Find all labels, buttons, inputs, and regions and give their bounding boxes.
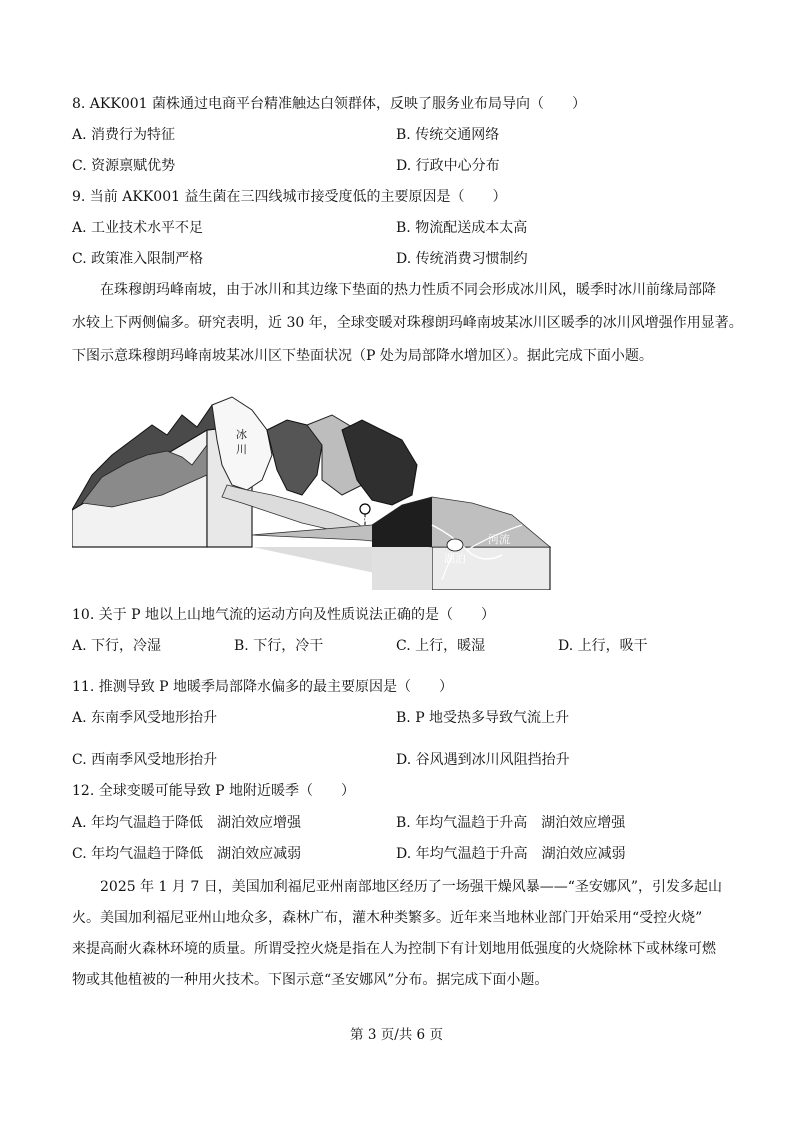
passage2-line-2: 火。美国加利福尼亚州山地众多，森林广布，灌木种类繁多。近年来当地林业部门开始采用“受控火烧” [72, 910, 703, 926]
q8-option-b: B. 传统交通网络 [396, 127, 500, 143]
page-number: 第 3 页/共 6 页 [350, 1027, 443, 1043]
q8-stem: 8. AKK001 菌株通过电商平台精准触达白领群体，反映了服务业布局导向（ ） [72, 96, 587, 112]
q12-stem: 12. 全球变暖可能导致 P 地附近暖季（ ） [72, 783, 356, 799]
glacier-block-diagram [72, 385, 552, 590]
q11-option-a: A. 东南季风受地形抬升 [72, 710, 218, 726]
q9-option-d: D. 传统消费习惯制约 [396, 251, 528, 267]
q8-option-a: A. 消费行为特征 [72, 127, 176, 143]
lake-label: 湖泊 [444, 552, 466, 565]
q9-option-a: A. 工业技术水平不足 [72, 220, 204, 236]
passage1-line-2: 水较上下两侧偏多。研究表明，近 30 年，全球变暖对珠穆朗玛峰南坡某冰川区暖季的冰川风增强作用显著。 [72, 315, 743, 331]
q10-option-a: A. 下行，冷湿 [72, 638, 162, 654]
passage1-line-1: 在珠穆朗玛峰南坡，由于冰川和其边缘下垫面的热力性质不同会形成冰川风，暖季时冰川前缘局部降 [100, 282, 716, 298]
q12-option-d: D. 年均气温趋于升高 湖泊效应减弱 [396, 846, 626, 862]
q10-option-b: B. 下行，冷干 [234, 638, 324, 654]
q12-option-c: C. 年均气温趋于降低 湖泊效应减弱 [72, 846, 302, 862]
q9-option-b: B. 物流配送成本太高 [396, 220, 528, 236]
q10-option-d: D. 上行，吸干 [558, 638, 648, 654]
q10-stem: 10. 关于 P 地以上山地气流的运动方向及性质说法正确的是（ ） [72, 607, 496, 623]
q12-option-b: B. 年均气温趋于升高 湖泊效应增强 [396, 815, 626, 831]
passage2-line-1: 2025 年 1 月 7 日，美国加利福尼亚州南部地区经历了一场强干燥风暴——“圣安娜风”，引发多起山 [100, 879, 723, 895]
point-p-label: P [360, 515, 367, 528]
q10-option-c: C. 上行，暖湿 [396, 638, 486, 654]
q9-stem: 9. 当前 AKK001 益生菌在三四线城市接受度低的主要原因是（ ） [72, 189, 507, 205]
passage1-line-3: 下图示意珠穆朗玛峰南坡某冰川区下垫面状况（P 处为局部降水增加区）。据此完成下面小题。 [72, 348, 653, 364]
q8-option-d: D. 行政中心分布 [396, 158, 500, 174]
river-label: 河流 [488, 533, 510, 546]
q11-stem: 11. 推测导致 P 地暖季局部降水偏多的最主要原因是（ ） [72, 679, 454, 695]
q11-option-d: D. 谷风遇到冰川风阻挡抬升 [396, 752, 570, 768]
q11-option-c: C. 西南季风受地形抬升 [72, 752, 218, 768]
glacier-label-top: 冰 [236, 428, 247, 441]
q12-option-a: A. 年均气温趋于降低 湖泊效应增强 [72, 815, 302, 831]
q11-option-b: B. P 地受热多导致气流上升 [396, 710, 570, 726]
q9-option-c: C. 政策准入限制严格 [72, 251, 204, 267]
passage2-line-4: 物或其他植被的一种用火技术。下图示意“圣安娜风”分布。据完成下面小题。 [72, 972, 549, 988]
q8-option-c: C. 资源禀赋优势 [72, 158, 176, 174]
passage2-line-3: 来提高耐火森林环境的质量。所谓受控火烧是指在人为控制下有计划地用低强度的火烧除林下或林缘可燃 [72, 941, 716, 957]
glacier-label-bottom: 川 [236, 443, 247, 456]
